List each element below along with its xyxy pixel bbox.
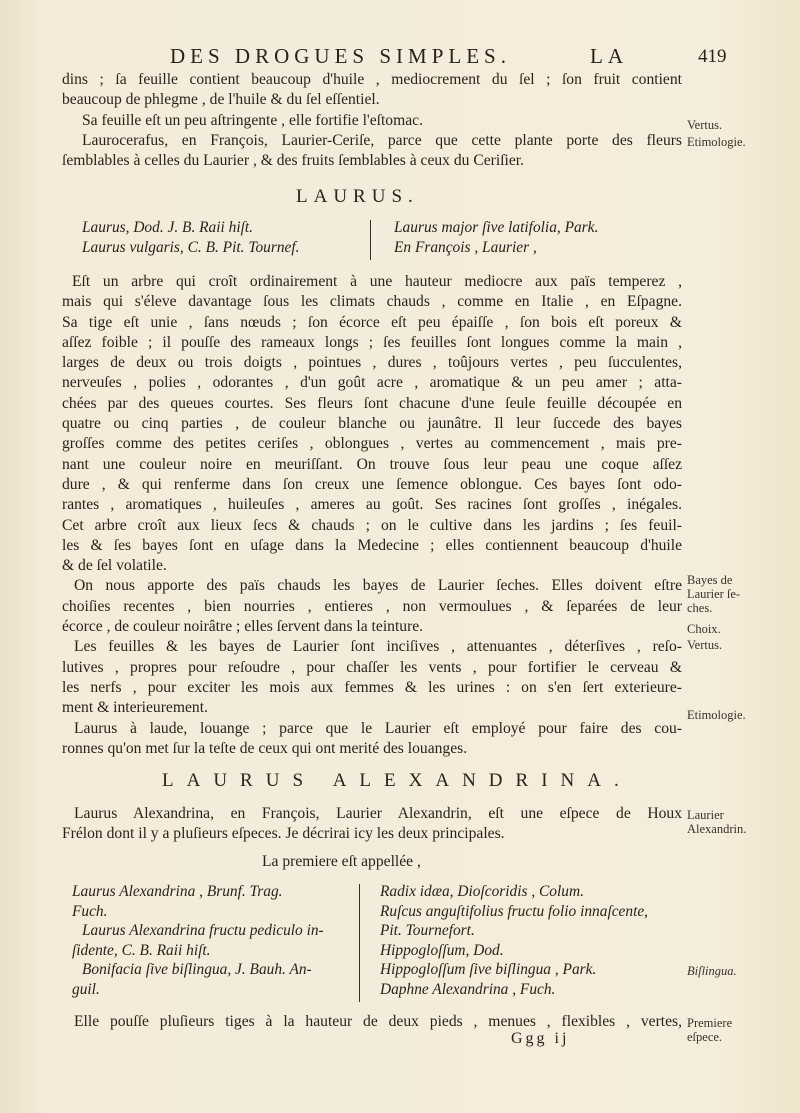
section-title-laurus: LAURUS. [296,186,419,207]
margin-line: Laurier ſe- [687,587,741,601]
text-line: ſemblables à celles du Laurier , & des fruits ſemblables à ceux du Ceriſier. [62,152,525,170]
text-line: & de ſel volatile. [62,557,167,575]
margin-note-choix: Choix. [687,622,721,636]
margin-note-premiere [687,1016,787,1044]
margin-note-etimologie: Etimologie. [687,135,746,149]
text-line: rantes , aromatiques , huileuſes , ameres au goût. Ses racines ſont groſſes , inégales. [62,496,682,514]
synonym-divider [370,220,371,260]
subheading [262,852,562,872]
margin-line: ches. [687,601,713,615]
text-line: Les feuilles & les bayes de Laurier ſont inciſives , attenuantes , déterſives , reſo- [74,638,682,656]
synonyms-right-alexandrina [380,882,685,999]
margin-note-laurier-alexandrin [687,808,787,836]
text-line: nerveuſes , polies , odorantes , d'un goût acre , aromatique & un peu amer ; atta- [62,374,682,392]
text-line: Laurus à laude, louange ; parce que le Laurier eſt employé pour faire des cou- [74,719,682,737]
text-line: les & ſes bayes ſont en uſage dans la Medecine ; elles contiennent beaucoup d'huile [62,536,682,554]
margin-line: Alexandrin. [687,822,747,836]
text-line: nant une couleur noire en meuriſſant. On trouve ſous leur peau une coque aſſez [62,455,682,473]
page-number: 419 [698,46,727,67]
intro-paragraph [62,70,682,171]
text-line: dure , & qui renferme dans ſon creux une ſemence oblongue. Ces bayes ſont odo- [62,475,682,493]
synonym-line: Laurus vulgaris, C. B. Pit. Tournef. [82,238,300,256]
synonyms-left-alexandrina [72,882,357,999]
synonym-line: Hippogloſſum, Dod. [380,941,504,959]
signature-mark: Ggg ij [511,1030,570,1047]
text-line: Sa tige eſt unie , ſans nœuds ; ſon écorce eſt peu épaiſſe , ſon bois eſt poreux & [62,313,682,331]
synonyms-left-laurus [82,218,367,257]
synonym-line: Pit. Tournefort. [380,922,475,939]
synonym-line: Hippogloſſum ſive biſlingua , Park. [380,961,597,978]
synonyms-right-laurus [394,218,684,257]
text-line: aſſez foible ; il pouſſe des rameaux longs ; ſes feuilles ſont longues comme la main , [62,333,682,351]
header-title: DES DROGUES SIMPLES. [170,44,511,68]
synonym-divider [359,884,360,1002]
margin-line: eſpece. [687,1030,723,1044]
text-line: Cet arbre croît aux lieux ſecs & chauds ; on le cultive dans les jardins ; ſes feuil- [62,516,682,534]
text-line: dins ; ſa feuille contient beaucoup d'huile , mediocrement du ſel ; ſon fruit contient [62,71,682,88]
text-line: mais qui s'éleve davantage ſous les climats chauds , comme en Italie , en Eſpagne. [62,293,682,311]
text-line: chées par des queues courtes. Ses fleurs ſont chacune d'une ſeule feuille découpée en [62,394,682,412]
synonym-line: guil. [72,980,100,998]
text-line: ment & interieurement. [62,699,208,717]
text-line: beaucoup de phlegme , de l'huile & du ſel eſſentiel. [62,91,380,109]
alexandrina-description [62,1012,682,1032]
synonym-line: Laurus Alexandrina fructu pediculo in- [82,922,324,939]
synonym-line: Fuch. [72,902,108,920]
synonym-line: En François , Laurier , [394,238,537,256]
text-line: quatre ou cinq parties , de couleur blanche ou jaunâtre. Il leur ſuccede des bayes [62,415,682,433]
synonym-line: Laurus Alexandrina , Brunf. Trag. [72,883,283,900]
margin-line: Premiere [687,1016,733,1030]
margin-line: Bayes de [687,573,733,587]
text-line: Eſt un arbre qui croît ordinairement à une hauteur mediocre aux païs temperez , [72,273,682,290]
text-line: Sa feuille eſt un peu aſtringente , elle fortifie l'eſtomac. [82,111,423,129]
synonym-line: Laurus, Dod. J. B. Raii hiſt. [82,219,254,236]
synonym-line: Daphne Alexandrina , Fuch. [380,980,556,998]
header-letters: LA [590,44,628,68]
text-line: On nous apporte des païs chauds les bayes de Laurier ſeches. Elles doivent eſtre [74,577,682,595]
text-line: lutives , propres pour reſoudre , pour chaſſer les vents , pour fortifier le cerveau & [62,658,682,676]
synonym-line: Laurus major ſive latifolia, Park. [394,219,599,236]
text-line: Laurus Alexandrina, en François, Laurier Alexandrin, eſt une eſpece de Houx [74,805,682,822]
text-line: Laurocerafus, en François, Laurier-Ceriſe, parce que cette plante porte des fleurs [82,131,682,149]
margin-note-bislingua: Biſlingua. [687,964,737,978]
synonym-line: ſidente, C. B. Raii hiſt. [72,941,211,959]
laurus-description [62,272,682,759]
text-line: choiſies recentes , bien nourries , entieres , non vermoulues , & ſeparées de leur [62,597,682,615]
text-line: Elle pouſſe pluſieurs tiges à la hauteur de deux pieds , menues , flexibles , vertes, [74,1013,682,1030]
synonym-line: Radix idæa, Dioſcoridis , Colum. [380,883,584,900]
margin-note-vertus-2: Vertus. [687,638,723,652]
section-title-alexandrina: LAURUS ALEXANDRINA. [162,770,632,791]
text-line: écorce , de couleur noirâtre ; elles ſervent dans la teinture. [62,618,424,636]
text-line: Frélon dont il y a pluſieurs eſpeces. Je décrirai icy les deux principales. [62,825,505,843]
margin-note-etimologie-2: Etimologie. [687,708,746,722]
text-line: groſſes comme des petites ceriſes , oblongues , vertes au commencement , mais pre- [62,435,682,453]
text-line: La premiere eſt appellée , [262,853,421,870]
synonym-line: Ruſcus anguſtifolius fructu folio innaſcente, [380,902,649,920]
margin-note-bayes [687,573,787,615]
alexandrina-intro [62,804,682,845]
text-line: larges de deux ou trois doigts , pointues , dures , toûjours vertes , peu ſucculentes, [62,354,682,372]
synonym-line: Bonifacia ſive biſlingua, J. Bauh. An- [82,961,312,978]
text-line: les nerfs , pour exciter les mois aux femmes & les urines : on s'en ſert exterieure- [62,678,682,696]
text-line: ronnes qu'on met ſur la teſte de ceux qui ont merité des louanges. [62,739,468,757]
margin-note-vertus: Vertus. [687,118,723,132]
margin-line: Laurier [687,808,724,822]
